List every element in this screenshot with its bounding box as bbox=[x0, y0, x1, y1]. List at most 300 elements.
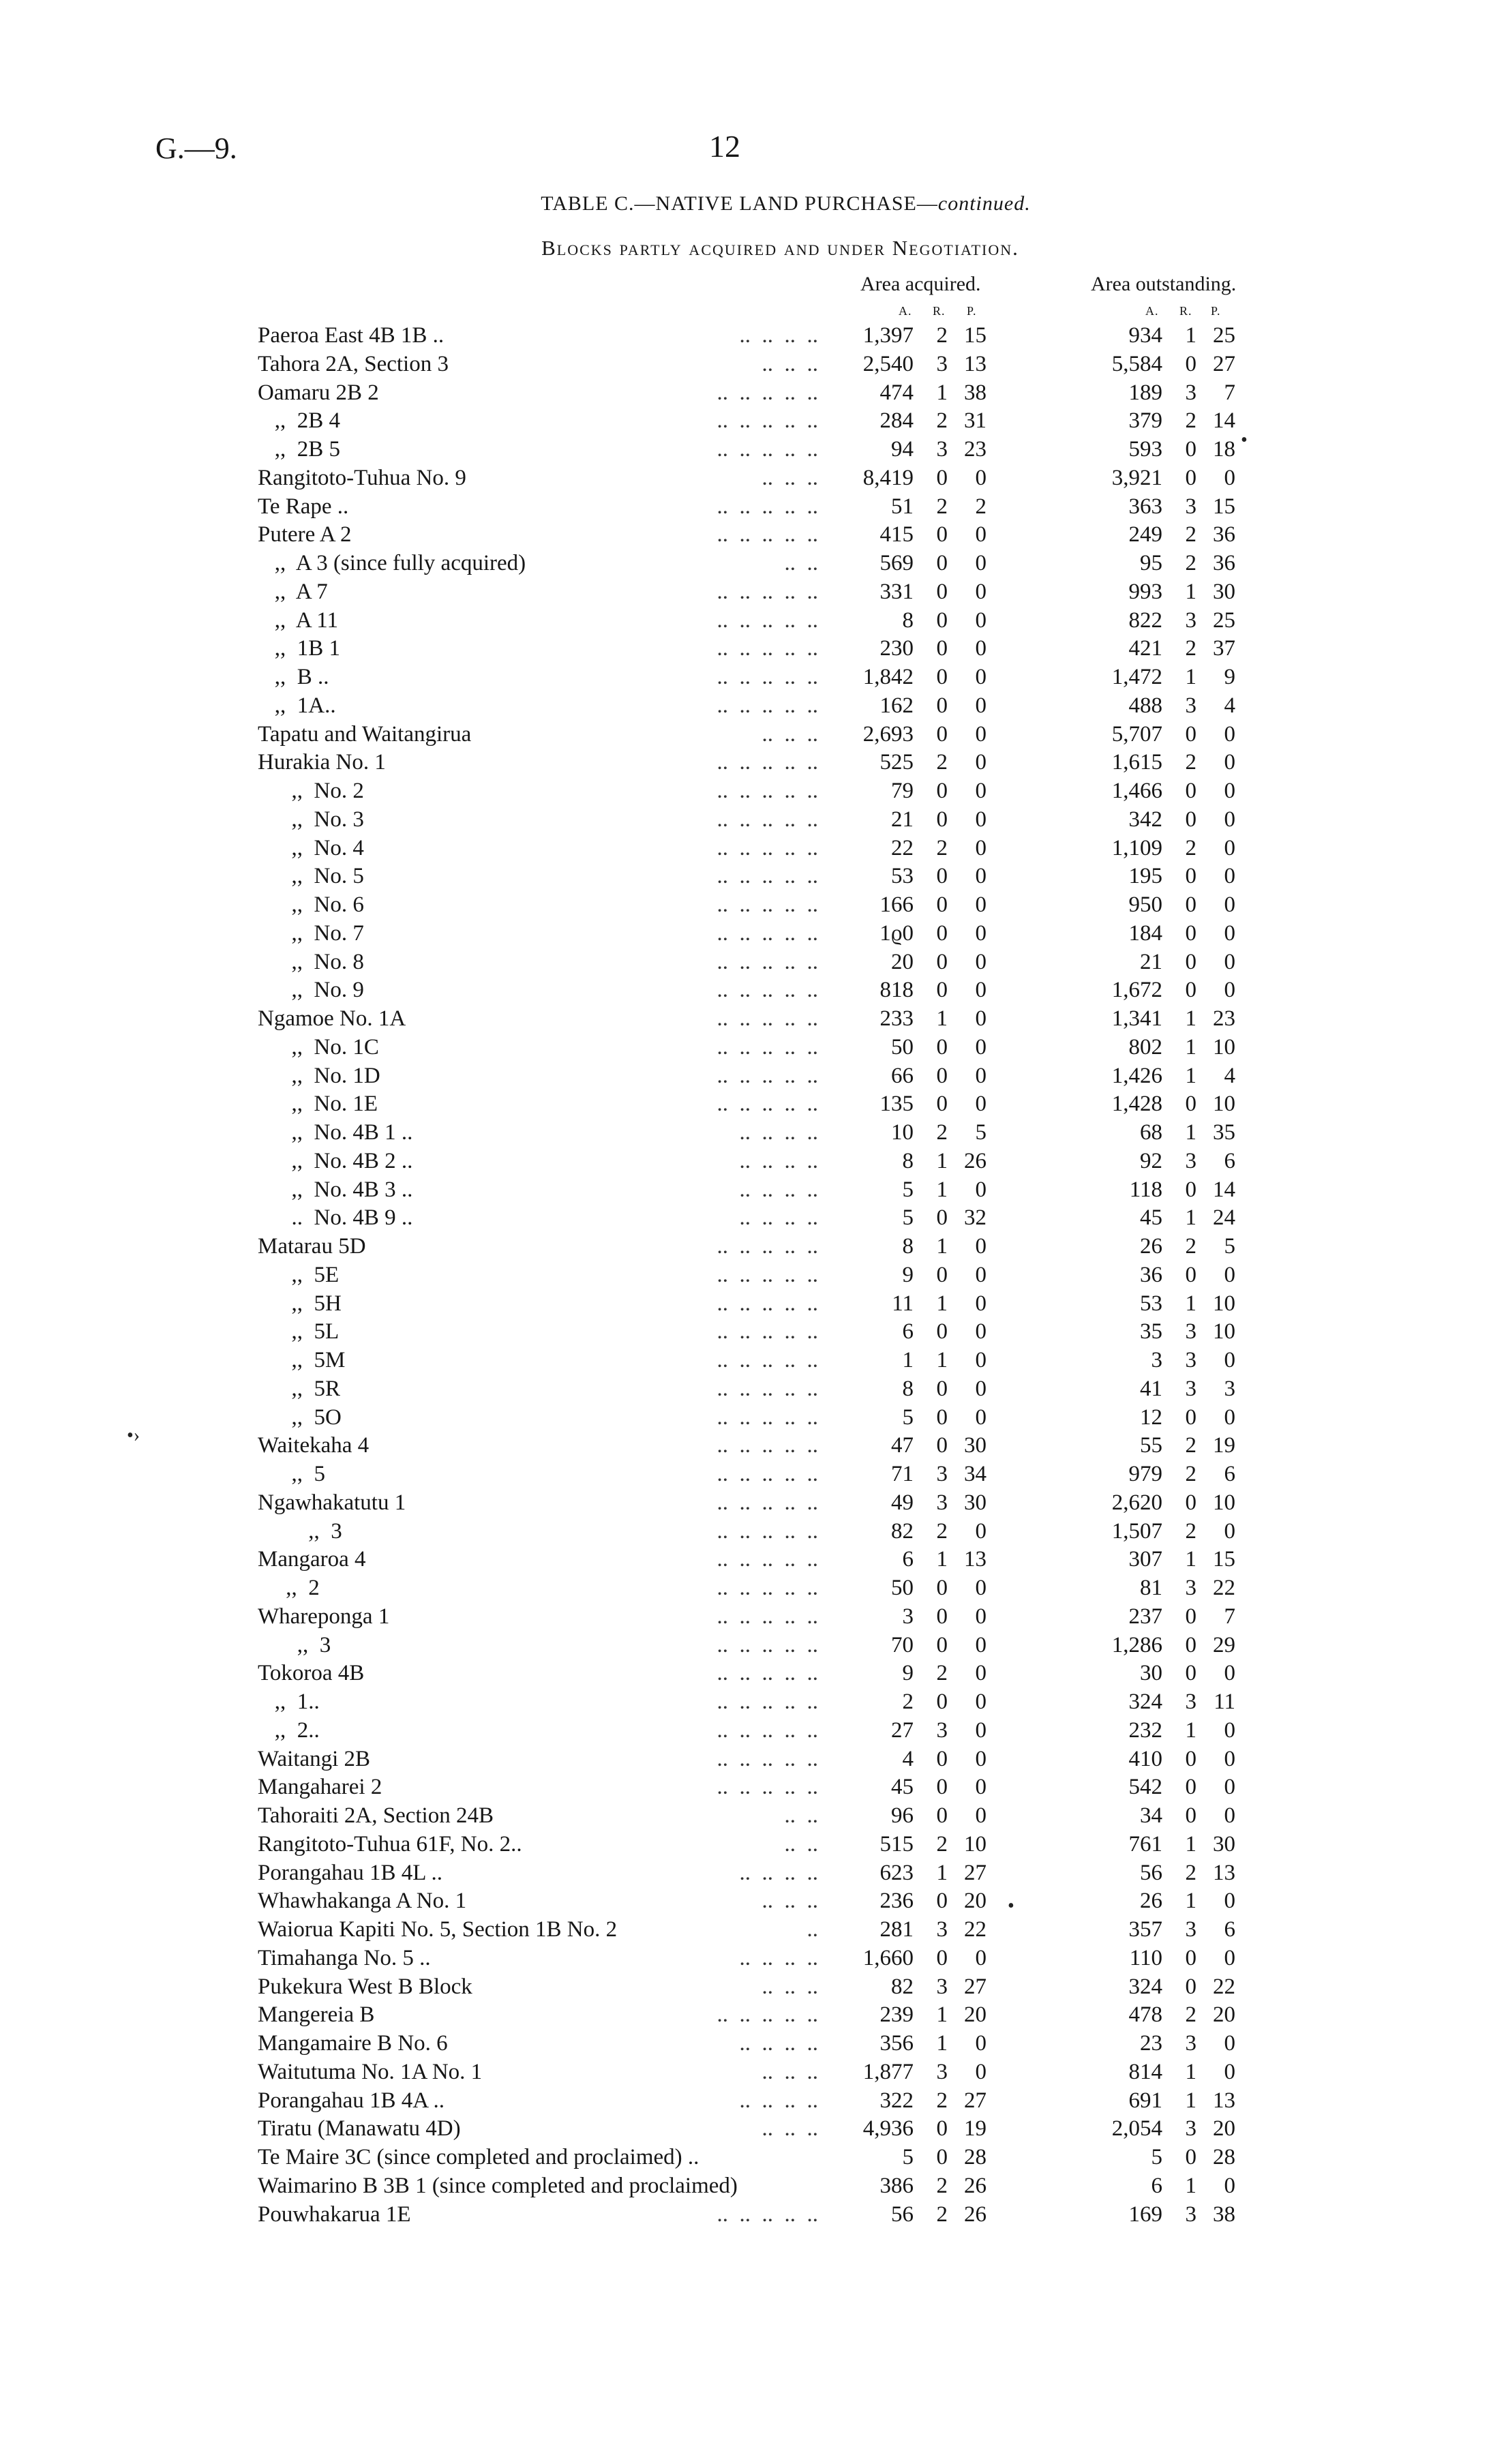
acquired-acres: 1 bbox=[902, 1348, 914, 1372]
outstanding-acres: 410 bbox=[1128, 1746, 1162, 1771]
outstanding-roods: 2 bbox=[1185, 2002, 1196, 2028]
outstanding-perches: 0 bbox=[1224, 1518, 1235, 1544]
outstanding-roods: 2 bbox=[1185, 636, 1196, 661]
outstanding-acres: 993 bbox=[1128, 579, 1162, 604]
outstanding-acres: 979 bbox=[1128, 1462, 1162, 1486]
page-number: 12 bbox=[709, 129, 740, 164]
acquired-perches: 0 bbox=[975, 779, 987, 803]
table-row bbox=[0, 1916, 1506, 1944]
acquired-perches: 10 bbox=[964, 1831, 987, 1857]
acquired-perches: 0 bbox=[975, 807, 987, 832]
block-name: Tiratu (Manawatu 4D) bbox=[258, 2116, 461, 2142]
table-row bbox=[0, 2172, 1506, 2201]
unit-roods-acquired: R. bbox=[933, 304, 946, 318]
outstanding-roods: 3 bbox=[1185, 494, 1196, 519]
acquired-roods: 0 bbox=[936, 1092, 948, 1117]
acquired-roods: 2 bbox=[936, 2088, 948, 2113]
leader-dots: .. .. .. .. bbox=[739, 323, 818, 348]
acquired-perches: 38 bbox=[964, 380, 987, 405]
block-name: Whawhakanga A No. 1 bbox=[258, 1889, 467, 1914]
leader-dots: .. .. .. .. .. bbox=[717, 1433, 818, 1458]
leader-dots: .. .. .. .. .. bbox=[717, 1348, 818, 1372]
table-row bbox=[0, 1318, 1506, 1347]
outstanding-acres: 21 bbox=[1140, 949, 1162, 974]
outstanding-roods: 1 bbox=[1185, 1205, 1196, 1231]
block-name: Paeroa East 4B 1B .. bbox=[258, 323, 445, 348]
acquired-roods: 3 bbox=[936, 2059, 948, 2084]
acquired-acres: 166 bbox=[879, 892, 914, 917]
table-row bbox=[0, 1546, 1506, 1574]
table-row bbox=[0, 976, 1506, 1005]
table-row bbox=[0, 322, 1506, 350]
table-row bbox=[0, 663, 1506, 692]
acquired-perches: 26 bbox=[964, 1148, 987, 1173]
leader-dots: .. .. .. .. .. bbox=[717, 835, 818, 860]
unit-perches-acquired: P. bbox=[967, 304, 977, 318]
leader-dots: .. .. .. .. .. bbox=[717, 949, 818, 974]
block-name: ,, 5M bbox=[258, 1348, 346, 1372]
outstanding-roods: 1 bbox=[1185, 1034, 1196, 1060]
outstanding-perches: 0 bbox=[1224, 1404, 1235, 1430]
acquired-perches: 13 bbox=[964, 1547, 987, 1572]
outstanding-roods: 3 bbox=[1185, 1689, 1196, 1714]
table-row bbox=[0, 2087, 1506, 2116]
table-row bbox=[0, 1034, 1506, 1062]
block-name: ,, No. 9 bbox=[258, 978, 364, 1003]
block-name: ,, No. 5 bbox=[258, 864, 364, 889]
acquired-roods: 0 bbox=[936, 807, 948, 832]
outstanding-perches: 6 bbox=[1224, 1462, 1235, 1486]
leader-dots: .. .. .. .. .. bbox=[717, 1291, 818, 1316]
acquired-perches: 30 bbox=[964, 1490, 987, 1515]
outstanding-acres: 30 bbox=[1140, 1661, 1162, 1686]
acquired-perches: 0 bbox=[975, 1518, 987, 1544]
acquired-roods: 1 bbox=[936, 1547, 948, 1572]
outstanding-acres: 1,341 bbox=[1111, 1006, 1162, 1031]
outstanding-perches: 0 bbox=[1224, 1889, 1235, 1914]
acquired-roods: 2 bbox=[936, 1518, 948, 1544]
outstanding-roods: 2 bbox=[1185, 750, 1196, 775]
outstanding-perches: 9 bbox=[1224, 665, 1235, 689]
block-name: ,, 2B 5 bbox=[258, 437, 341, 462]
outstanding-acres: 232 bbox=[1128, 1717, 1162, 1743]
table-row bbox=[0, 1404, 1506, 1432]
acquired-perches: 34 bbox=[964, 1462, 987, 1486]
block-name: Whareponga 1 bbox=[258, 1604, 390, 1629]
block-name: ,, 3 bbox=[258, 1518, 342, 1544]
block-name: ,, No. 1D bbox=[258, 1063, 380, 1088]
outstanding-acres: 56 bbox=[1140, 1860, 1162, 1885]
acquired-perches: 30 bbox=[964, 1433, 987, 1458]
outstanding-roods: 0 bbox=[1185, 978, 1196, 1003]
leader-dots: .. .. .. .. bbox=[739, 1148, 818, 1173]
outstanding-acres: 26 bbox=[1140, 1889, 1162, 1914]
outstanding-roods: 0 bbox=[1185, 1632, 1196, 1657]
table-row bbox=[0, 1432, 1506, 1460]
acquired-acres: 135 bbox=[879, 1092, 914, 1117]
outstanding-acres: 1,428 bbox=[1111, 1092, 1162, 1117]
acquired-acres: 1,842 bbox=[862, 665, 914, 689]
table-row bbox=[0, 1773, 1506, 1802]
outstanding-perches: 0 bbox=[1224, 2059, 1235, 2084]
outstanding-roods: 1 bbox=[1185, 1831, 1196, 1857]
outstanding-perches: 0 bbox=[1224, 1661, 1235, 1686]
acquired-perches: 0 bbox=[975, 693, 987, 718]
outstanding-perches: 28 bbox=[1213, 2145, 1235, 2169]
leader-dots: .. .. .. .. .. bbox=[717, 1604, 818, 1629]
leader-dots: .. .. .. .. .. bbox=[717, 607, 818, 633]
outstanding-roods: 1 bbox=[1185, 1291, 1196, 1316]
leader-dots: .. .. .. .. bbox=[739, 2031, 818, 2056]
acquired-perches: 31 bbox=[964, 408, 987, 434]
leader-dots: .. .. .. .. .. bbox=[717, 636, 818, 661]
acquired-perches: 0 bbox=[975, 1376, 987, 1401]
acquired-roods: 1 bbox=[936, 1177, 948, 1202]
outstanding-acres: 379 bbox=[1128, 408, 1162, 434]
table-row bbox=[0, 777, 1506, 806]
acquired-perches: 13 bbox=[964, 351, 987, 376]
outstanding-acres: 357 bbox=[1128, 1917, 1162, 1942]
block-name: Oamaru 2B 2 bbox=[258, 380, 379, 405]
acquired-roods: 2 bbox=[936, 1661, 948, 1686]
table-row bbox=[0, 1460, 1506, 1489]
outstanding-perches: 37 bbox=[1213, 636, 1235, 661]
outstanding-acres: 2,620 bbox=[1111, 1490, 1162, 1515]
outstanding-perches: 5 bbox=[1224, 1234, 1235, 1259]
table-row bbox=[0, 1802, 1506, 1831]
unit-acres-acquired: A. bbox=[899, 304, 912, 318]
outstanding-perches: 10 bbox=[1213, 1291, 1235, 1316]
outstanding-roods: 1 bbox=[1185, 1547, 1196, 1572]
table-row bbox=[0, 1831, 1506, 1859]
acquired-acres: 8,419 bbox=[862, 465, 914, 490]
acquired-acres: 569 bbox=[879, 551, 914, 575]
outstanding-acres: 363 bbox=[1128, 494, 1162, 519]
acquired-perches: 0 bbox=[975, 2031, 987, 2056]
acquired-acres: 525 bbox=[879, 750, 914, 775]
acquired-acres: 1,877 bbox=[862, 2059, 914, 2084]
acquired-acres: 818 bbox=[879, 978, 914, 1003]
outstanding-roods: 0 bbox=[1185, 1092, 1196, 1117]
outstanding-acres: 324 bbox=[1128, 1689, 1162, 1714]
table-row bbox=[0, 436, 1506, 464]
table-row bbox=[0, 1859, 1506, 1888]
unit-acres-outstanding: A. bbox=[1145, 304, 1159, 318]
outstanding-roods: 2 bbox=[1185, 1234, 1196, 1259]
outstanding-perches: 7 bbox=[1224, 1604, 1235, 1629]
block-name: Waitekaha 4 bbox=[258, 1433, 370, 1458]
block-name: ,, 1A.. bbox=[258, 693, 336, 718]
leader-dots: .. .. .. .. .. bbox=[717, 1775, 818, 1800]
block-name: ,, No. 3 bbox=[258, 807, 364, 832]
outstanding-perches: 0 bbox=[1224, 978, 1235, 1003]
acquired-acres: 8 bbox=[902, 607, 914, 633]
outstanding-roods: 2 bbox=[1185, 408, 1196, 434]
leader-dots: .. .. .. .. .. bbox=[717, 579, 818, 604]
outstanding-roods: 0 bbox=[1185, 1661, 1196, 1686]
outstanding-acres: 12 bbox=[1140, 1404, 1162, 1430]
column-header-acquired: Area acquired. bbox=[860, 273, 981, 295]
block-name: ,, 1.. bbox=[258, 1689, 320, 1714]
outstanding-acres: 1,109 bbox=[1111, 835, 1162, 860]
table-title-suffix: continued. bbox=[937, 192, 1031, 215]
outstanding-perches: 30 bbox=[1213, 1831, 1235, 1857]
outstanding-acres: 1,615 bbox=[1111, 750, 1162, 775]
acquired-roods: 0 bbox=[936, 949, 948, 974]
leader-dots: .. .. .. bbox=[762, 351, 818, 376]
leader-dots: .. .. .. .. .. bbox=[717, 380, 818, 405]
acquired-perches: 0 bbox=[975, 1803, 987, 1828]
outstanding-roods: 1 bbox=[1185, 1006, 1196, 1031]
acquired-perches: 5 bbox=[975, 1120, 987, 1145]
acquired-roods: 0 bbox=[936, 636, 948, 661]
block-name: Waitangi 2B bbox=[258, 1746, 371, 1771]
acquired-roods: 3 bbox=[936, 1462, 948, 1486]
acquired-roods: 0 bbox=[936, 1576, 948, 1600]
acquired-roods: 1 bbox=[936, 2002, 948, 2028]
table-row bbox=[0, 1745, 1506, 1774]
outstanding-acres: 542 bbox=[1128, 1775, 1162, 1800]
acquired-perches: 0 bbox=[975, 1717, 987, 1743]
acquired-perches: 0 bbox=[975, 579, 987, 604]
acquired-acres: 356 bbox=[879, 2031, 914, 2056]
acquired-perches: 20 bbox=[964, 1889, 987, 1914]
outstanding-acres: 1,672 bbox=[1111, 978, 1162, 1003]
acquired-roods: 2 bbox=[936, 750, 948, 775]
outstanding-acres: 169 bbox=[1128, 2202, 1162, 2227]
leader-dots: .. .. .. .. .. bbox=[717, 1006, 818, 1031]
leader-dots: .. .. .. .. .. bbox=[717, 437, 818, 462]
acquired-acres: 50 bbox=[891, 1034, 914, 1060]
acquired-acres: 53 bbox=[891, 864, 914, 889]
leader-dots: .. .. .. .. .. bbox=[717, 1376, 818, 1401]
outstanding-acres: 35 bbox=[1140, 1319, 1162, 1344]
block-name: Rangitoto-Tuhua 61F, No. 2.. bbox=[258, 1831, 522, 1857]
acquired-roods: 0 bbox=[936, 1063, 948, 1088]
acquired-perches: 20 bbox=[964, 2002, 987, 2028]
outstanding-roods: 3 bbox=[1185, 607, 1196, 633]
leader-dots: .. .. .. .. .. bbox=[717, 665, 818, 689]
table-row bbox=[0, 1688, 1506, 1717]
acquired-perches: 0 bbox=[975, 1092, 987, 1117]
acquired-roods: 2 bbox=[936, 494, 948, 519]
leader-dots: .. .. .. .. .. bbox=[717, 1234, 818, 1259]
table-row bbox=[0, 835, 1506, 863]
outstanding-perches: 0 bbox=[1224, 920, 1235, 946]
acquired-roods: 0 bbox=[936, 1262, 948, 1287]
table-row bbox=[0, 493, 1506, 522]
outstanding-roods: 1 bbox=[1185, 2173, 1196, 2198]
leader-dots: .. .. .. .. .. bbox=[717, 750, 818, 775]
outstanding-perches: 25 bbox=[1213, 323, 1235, 348]
outstanding-acres: 6 bbox=[1151, 2173, 1162, 2198]
outstanding-roods: 3 bbox=[1185, 380, 1196, 405]
table-row bbox=[0, 749, 1506, 777]
acquired-perches: 19 bbox=[964, 2116, 987, 2142]
outstanding-roods: 3 bbox=[1185, 1348, 1196, 1372]
table-row bbox=[0, 550, 1506, 578]
outstanding-perches: 19 bbox=[1213, 1433, 1235, 1458]
acquired-perches: 0 bbox=[975, 864, 987, 889]
leader-dots: .. bbox=[807, 1917, 818, 1942]
outstanding-perches: 13 bbox=[1213, 1860, 1235, 1885]
acquired-acres: 5 bbox=[902, 1205, 914, 1231]
outstanding-perches: 0 bbox=[1224, 1945, 1235, 1970]
table-row bbox=[0, 1204, 1506, 1233]
outstanding-roods: 1 bbox=[1185, 1717, 1196, 1743]
table-row bbox=[0, 2058, 1506, 2087]
acquired-roods: 0 bbox=[936, 607, 948, 633]
outstanding-roods: 3 bbox=[1185, 2116, 1196, 2142]
land-table bbox=[0, 322, 1506, 2229]
outstanding-roods: 0 bbox=[1185, 892, 1196, 917]
outstanding-perches: 36 bbox=[1213, 551, 1235, 575]
block-name: Timahanga No. 5 .. bbox=[258, 1945, 431, 1970]
outstanding-roods: 0 bbox=[1185, 1775, 1196, 1800]
leader-dots: .. .. .. .. .. bbox=[717, 1547, 818, 1572]
acquired-roods: 0 bbox=[936, 1034, 948, 1060]
acquired-acres: 474 bbox=[879, 380, 914, 405]
acquired-acres: 331 bbox=[879, 579, 914, 604]
acquired-roods: 1 bbox=[936, 2031, 948, 2056]
outstanding-perches: 4 bbox=[1224, 693, 1235, 718]
acquired-perches: 0 bbox=[975, 1234, 987, 1259]
table-row bbox=[0, 2115, 1506, 2144]
leader-dots: .. .. .. .. .. bbox=[717, 920, 818, 946]
outstanding-perches: 0 bbox=[1224, 1775, 1235, 1800]
acquired-perches: 0 bbox=[975, 1262, 987, 1287]
acquired-perches: 22 bbox=[964, 1917, 987, 1942]
leader-dots: .. .. .. .. .. bbox=[717, 864, 818, 889]
outstanding-perches: 30 bbox=[1213, 579, 1235, 604]
acquired-roods: 0 bbox=[936, 1319, 948, 1344]
outstanding-acres: 110 bbox=[1129, 1945, 1162, 1970]
block-name: ,, A 7 bbox=[258, 579, 328, 604]
acquired-roods: 0 bbox=[936, 551, 948, 575]
leader-dots: .. .. .. .. .. bbox=[717, 1632, 818, 1657]
outstanding-acres: 68 bbox=[1140, 1120, 1162, 1145]
outstanding-acres: 3 bbox=[1151, 1348, 1162, 1372]
block-name: Te Rape .. bbox=[258, 494, 349, 519]
leader-dots: .. .. .. .. bbox=[739, 1177, 818, 1202]
acquired-perches: 0 bbox=[975, 2059, 987, 2084]
acquired-perches: 0 bbox=[975, 1034, 987, 1060]
acquired-roods: 2 bbox=[936, 1120, 948, 1145]
outstanding-perches: 10 bbox=[1213, 1319, 1235, 1344]
outstanding-roods: 0 bbox=[1185, 949, 1196, 974]
table-title-main: TABLE C.—NATIVE LAND PURCHASE— bbox=[541, 192, 938, 215]
acquired-acres: 4,936 bbox=[862, 2116, 914, 2142]
table-row bbox=[0, 1233, 1506, 1261]
column-header-outstanding: Area outstanding. bbox=[1091, 273, 1237, 295]
acquired-acres: 284 bbox=[879, 408, 914, 434]
acquired-acres: 66 bbox=[891, 1063, 914, 1088]
outstanding-acres: 934 bbox=[1128, 323, 1162, 348]
leader-dots: .. .. .. .. .. bbox=[717, 1319, 818, 1344]
acquired-acres: 162 bbox=[879, 693, 914, 718]
acquired-perches: 0 bbox=[975, 721, 987, 747]
outstanding-acres: 342 bbox=[1128, 807, 1162, 832]
table-row bbox=[0, 1375, 1506, 1404]
block-name: ,, 3 bbox=[258, 1632, 331, 1657]
block-name: ,, 5R bbox=[258, 1376, 341, 1401]
leader-dots: .. .. .. .. .. bbox=[717, 522, 818, 547]
leader-dots: .. .. .. .. .. bbox=[717, 1262, 818, 1287]
block-name: Ngamoe No. 1A bbox=[258, 1006, 406, 1031]
outstanding-acres: 307 bbox=[1128, 1547, 1162, 1572]
table-row bbox=[0, 1603, 1506, 1632]
block-name: Te Maire 3C (since completed and proclaimed) .. bbox=[258, 2145, 699, 2169]
outstanding-roods: 1 bbox=[1185, 2059, 1196, 2084]
table-row bbox=[0, 1944, 1506, 1973]
acquired-roods: 0 bbox=[936, 1205, 948, 1231]
leader-dots: .. .. .. .. .. bbox=[717, 1404, 818, 1430]
outstanding-acres: 45 bbox=[1140, 1205, 1162, 1231]
acquired-acres: 281 bbox=[879, 1917, 914, 1942]
acquired-perches: 27 bbox=[964, 2088, 987, 2113]
outstanding-roods: 0 bbox=[1185, 864, 1196, 889]
outstanding-roods: 0 bbox=[1185, 1490, 1196, 1515]
block-name: ,, No. 1C bbox=[258, 1034, 379, 1060]
acquired-perches: 0 bbox=[975, 750, 987, 775]
table-row bbox=[0, 1973, 1506, 2002]
table-row bbox=[0, 806, 1506, 835]
acquired-roods: 0 bbox=[936, 465, 948, 490]
outstanding-perches: 10 bbox=[1213, 1490, 1235, 1515]
block-name: ,, B .. bbox=[258, 665, 329, 689]
outstanding-perches: 20 bbox=[1213, 2002, 1235, 2028]
acquired-roods: 0 bbox=[936, 1404, 948, 1430]
block-name: ,, No. 4 bbox=[258, 835, 364, 860]
acquired-acres: 239 bbox=[879, 2002, 914, 2028]
outstanding-roods: 0 bbox=[1185, 1604, 1196, 1629]
acquired-perches: 0 bbox=[975, 1746, 987, 1771]
outstanding-roods: 0 bbox=[1185, 437, 1196, 462]
acquired-acres: 4 bbox=[902, 1746, 914, 1771]
acquired-roods: 0 bbox=[936, 721, 948, 747]
block-name: Waiorua Kapiti No. 5, Section 1B No. 2 bbox=[258, 1917, 618, 1942]
leader-dots: .. .. .. .. .. bbox=[717, 1661, 818, 1686]
unit-perches-outstanding: P. bbox=[1211, 304, 1221, 318]
acquired-acres: 1ϱ0 bbox=[879, 920, 914, 946]
outstanding-perches: 0 bbox=[1224, 2031, 1235, 2056]
outstanding-perches: 0 bbox=[1224, 750, 1235, 775]
outstanding-roods: 0 bbox=[1185, 1746, 1196, 1771]
block-name: Mangaroa 4 bbox=[258, 1547, 366, 1572]
block-name: ,, 5E bbox=[258, 1262, 340, 1287]
block-name: ,, No. 6 bbox=[258, 892, 364, 917]
outstanding-perches: 23 bbox=[1213, 1006, 1235, 1031]
block-name: Tahoraiti 2A, Section 24B bbox=[258, 1803, 494, 1828]
unit-roods-outstanding: R. bbox=[1179, 304, 1192, 318]
outstanding-roods: 3 bbox=[1185, 2031, 1196, 2056]
table-row bbox=[0, 1717, 1506, 1745]
outstanding-perches: 25 bbox=[1213, 607, 1235, 633]
outstanding-roods: 1 bbox=[1185, 323, 1196, 348]
acquired-perches: 0 bbox=[975, 522, 987, 547]
outstanding-acres: 761 bbox=[1128, 1831, 1162, 1857]
acquired-acres: 8 bbox=[902, 1148, 914, 1173]
acquired-acres: 415 bbox=[879, 522, 914, 547]
block-name: Tahora 2A, Section 3 bbox=[258, 351, 449, 376]
outstanding-perches: 0 bbox=[1224, 1262, 1235, 1287]
table-row bbox=[0, 1659, 1506, 1688]
acquired-acres: 233 bbox=[879, 1006, 914, 1031]
leader-dots: .. .. .. .. bbox=[739, 2088, 818, 2113]
table-row bbox=[0, 1347, 1506, 1375]
acquired-perches: 0 bbox=[975, 835, 987, 860]
acquired-roods: 1 bbox=[936, 1348, 948, 1372]
